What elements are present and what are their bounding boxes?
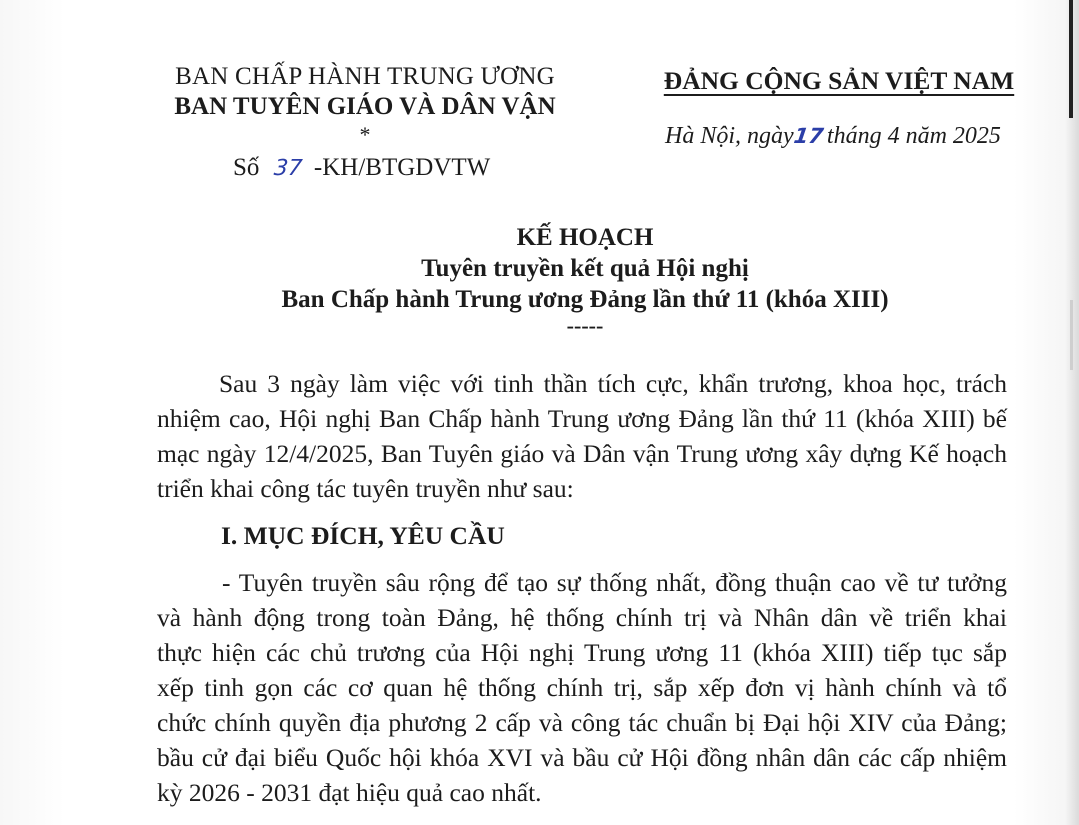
- paragraph-line: và hành động trong toàn Đảng, hệ thống chính trị và Nhân dân về triển khai: [157, 603, 1007, 632]
- handwritten-document-number: 37: [272, 156, 304, 181]
- date-suffix: tháng 4 năm 2025: [826, 123, 1001, 149]
- document-number-prefix: Số: [233, 154, 260, 181]
- issuing-authority-block: [160, 62, 570, 146]
- document-subject-line2: Ban Chấp hành Trung ương Đảng lần thứ 11 (khóa XIII): [281, 286, 889, 313]
- section-heading: I. MỤC ĐÍCH, YÊU CẦU: [221, 521, 505, 550]
- scan-edge-mark: [1069, 0, 1073, 118]
- document-number: [233, 152, 490, 185]
- paragraph-line: Sau 3 ngày làm việc với tinh thần tích cực, khẩn trương, khoa học, trách: [219, 369, 1007, 398]
- intro-paragraph: [157, 366, 1007, 506]
- place-and-date: [665, 120, 1001, 152]
- parent-organization: BAN CHẤP HÀNH TRUNG ƯƠNG: [175, 63, 555, 90]
- national-header-block: [648, 65, 1030, 97]
- handwritten-day: 17: [791, 124, 825, 148]
- section-paragraph: [157, 565, 1007, 810]
- paragraph-line: kỳ 2026 - 2031 đạt hiệu quả cao nhất.: [157, 778, 542, 807]
- paragraph-line: nhiệm cao, Hội nghị Ban Chấp hành Trung ương Đảng lần thứ 11 (khóa XIII) bế: [157, 404, 1007, 433]
- paragraph-line: bầu cử đại biểu Quốc hội khóa XVI và bầu cử Hội đồng nhân dân các cấp nhiệm: [157, 743, 1007, 772]
- paragraph-line: chức chính quyền địa phương 2 cấp và công tác chuẩn bị Đại hội XIV của Đảng;: [157, 708, 1007, 737]
- document-number-suffix: -KH/BTGDVTW: [313, 154, 491, 181]
- paragraph-line: triển khai công tác tuyên truyền như sau:: [157, 474, 574, 503]
- paragraph-line: thực hiện các chủ trương của Hội nghị Trung ương 11 (khóa XIII) tiếp tục sắp: [157, 638, 1007, 667]
- document-subject-line1: Tuyên truyền kết quả Hội nghị: [421, 255, 749, 282]
- issuing-organization: BAN TUYÊN GIÁO VÀ DÂN VẬN: [174, 93, 556, 120]
- paragraph-line: - Tuyên truyền sâu rộng để tạo sự thống nhất, đồng thuận cao về tư tưởng: [222, 568, 1007, 597]
- title-separator: -----: [566, 313, 604, 338]
- document-title-block: [60, 222, 1079, 336]
- document-type-title: KẾ HOẠCH: [516, 224, 654, 251]
- paragraph-line: mạc ngày 12/4/2025, Ban Tuyên giáo và Dân vận Trung ương xây dựng Kế hoạch: [157, 439, 1007, 468]
- page-edge-shadow: [1065, 0, 1079, 825]
- party-name: ĐẢNG CỘNG SẢN VIỆT NAM: [663, 66, 1015, 95]
- date-prefix: Hà Nội, ngày: [665, 123, 794, 149]
- separator-star: *: [359, 122, 371, 147]
- paragraph-line: xếp tinh gọn các cơ quan hệ thống chính trị, sắp xếp đơn vị hành chính và tổ: [157, 673, 1007, 702]
